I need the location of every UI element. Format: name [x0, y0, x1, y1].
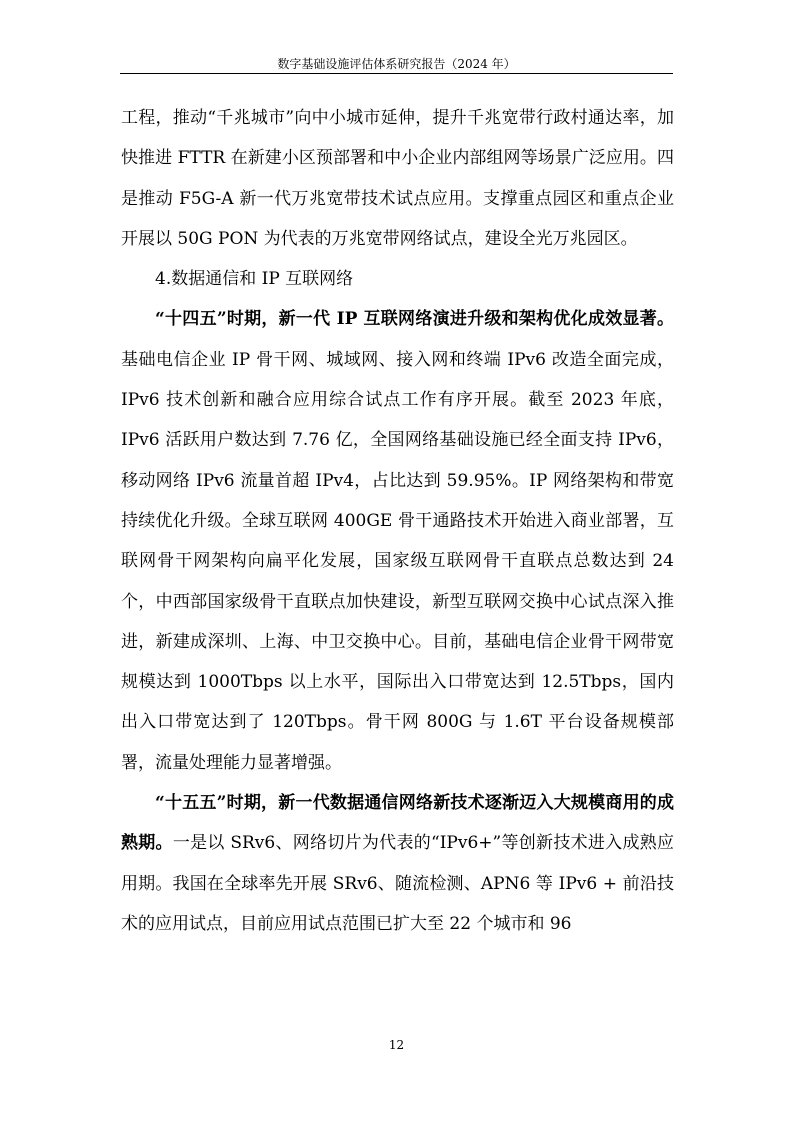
page-number: 12	[388, 1038, 405, 1052]
paragraph-15th-plan	[121, 783, 674, 944]
paragraph-continued: 工程，推动“千兆城市”向中小城市延伸，提升千兆宽带行政村通达率，加快推进 FTTR 在新建小区预部署和中小企业内部组网等场景广泛应用。四是推动 F5G-A 新一代万兆宽带技术试点应用。支撑重点园区和重点企业开展以 50G PON 为代表的万兆宽带网络试点，建设全光万兆园区。	[121, 108, 674, 249]
paragraph-text: 一是以 SRv6、网络切片为代表的“IPv6+”等创新技术进入成熟应用期。我国在全球率先开展 SRv6、随流检测、APN6 等 IPv6 + 前沿技术的应用试点，目前应用试点范围已扩大至 22 个城市和 96	[121, 833, 675, 934]
paragraph-lead-bold: “十四五”时期，新一代 IP 互联网络演进升级和架构优化成效显著。	[155, 309, 674, 330]
running-header: 数字基础设施评估体系研究报告（2024 年）	[277, 57, 516, 71]
paragraph-text: 基础电信企业 IP 骨干网、城域网、接入网和终端 IPv6 改造全面完成，IPv6 技术创新和融合应用综合试点工作有序开展。截至 2023 年底，IPv6 活跃用户数达到 7.76 亿，全国网络基础设施已经全面支持 IPv6，移动网络 IPv6 流量首超 IPv4，占比达到 59.95%。IP 网络架构和带宽持续优化升级。全球互联网 400GE 骨干通路技术开始进入商业部署，互联网骨干网架构向扁平化发展，国家级互联网骨干直联点总数达到 24 个，中西部国家级骨干直联点加快建设，新型互联网交换中心试点深入推进，新建成深圳、上海、中卫交换中心。目前，基础电信企业骨干网带宽规模达到 1000Tbps 以上水平，国际出入口带宽达到 12.5Tbps，国内出入口带宽达到了 120Tbps。骨干网 800G 与 1.6T 平台设备规模部署，流量处理能力显著增强。	[121, 349, 674, 773]
header-divider	[120, 73, 673, 74]
paragraph-ip-network	[121, 299, 674, 783]
section-heading: 4.数据通信和 IP 互联网络	[155, 269, 354, 290]
document-body	[121, 98, 674, 944]
paragraph-lead-bold: “十五五”时期，新一代数据通信网络新技术逐渐迈入大规模商用的成熟期。	[121, 793, 674, 854]
